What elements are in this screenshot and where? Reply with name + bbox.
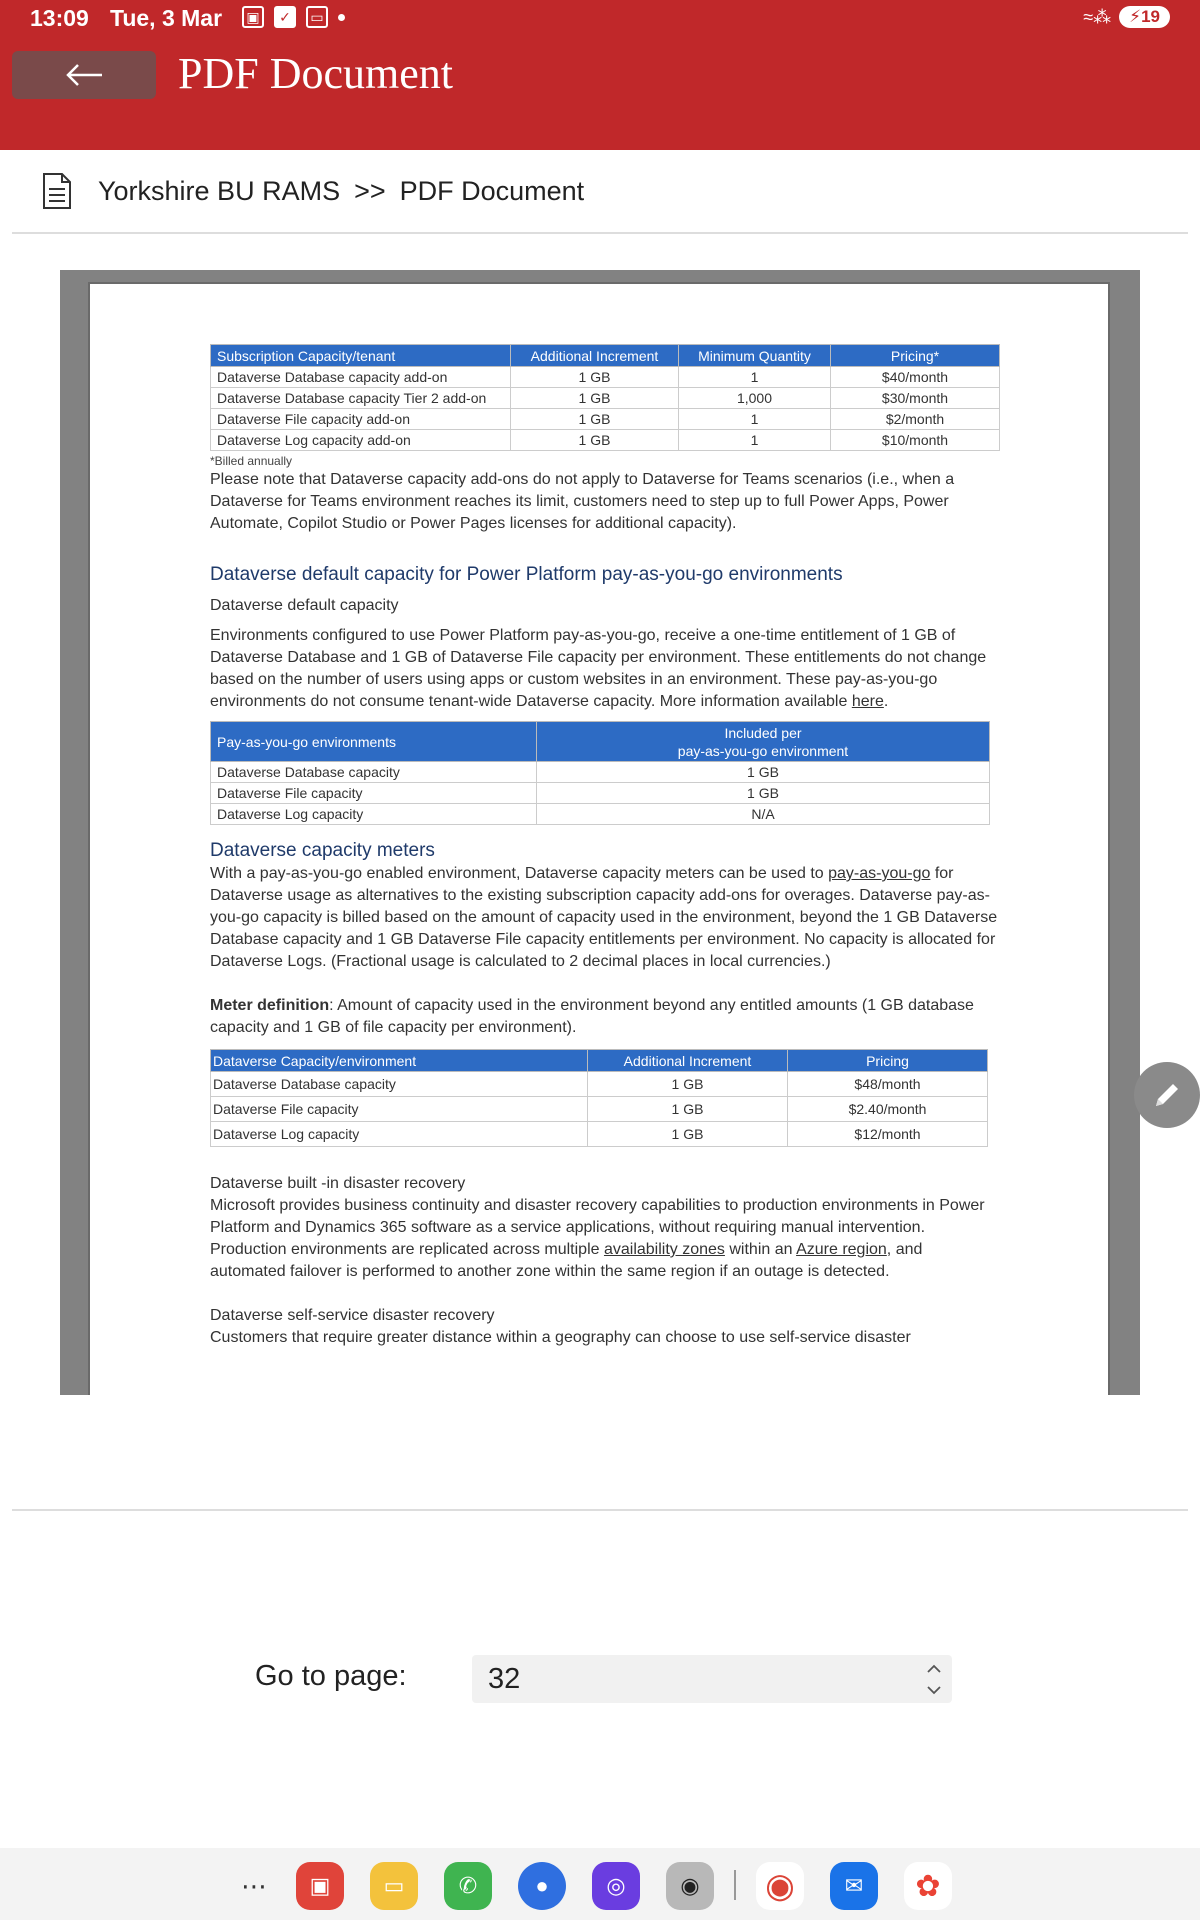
table-cell: 1 GB [588,1072,788,1097]
paragraph-text: within an [724,1241,797,1258]
breadcrumb-root[interactable]: Yorkshire BU RAMS [98,176,341,206]
section-heading: Dataverse capacity meters [210,840,435,861]
table-cell: Dataverse Log capacity [211,1122,588,1147]
table-cell: 1 [679,367,831,388]
table-cell: 1 GB [511,367,679,388]
app-drawer-icon[interactable]: ⋯ [241,1870,267,1901]
page-stepper[interactable] [925,1660,943,1700]
table-cell: 1 GB [588,1122,788,1147]
notification-icons [242,6,345,28]
divider [12,1509,1188,1511]
table-header: Additional Increment [588,1050,788,1072]
table-header: Minimum Quantity [679,345,831,367]
paragraph-text: : Amount of capacity used in the environment beyond any entitled amounts (1 GB database capacity and 1 GB of file capacity per environment). [210,997,974,1036]
table-cell: Dataverse Database capacity add-on [211,367,511,388]
notes-app-icon[interactable]: ▣ [296,1862,344,1910]
header-line: pay-as-you-go environment [677,742,849,759]
subscription-capacity-table [210,344,1000,451]
default-capacity-paragraph: Environments configured to use Power Platform pay-as-you-go, receive a one-time entitlement of 1 GB of Dataverse Database and 1 GB of Dataverse File capacity per environment. These entitlements do not change based on the number of users using apps or custom websites in an environment. These pay-as-you-go environments do not consume tenant-wide Dataverse capacity. More information available here. [210,627,987,710]
table-row [211,388,1000,409]
paragraph-text: With a pay-as-you-go enabled environment, Dataverse capacity meters can be used to [210,865,829,882]
table-cell: Dataverse Database capacity Tier 2 add-on [211,388,511,409]
breadcrumb [98,176,584,207]
outlook-app-icon[interactable]: ✉ [830,1862,878,1910]
files-app-icon[interactable]: ▭ [370,1862,418,1910]
table-header: Pricing [788,1050,988,1072]
meter-label: Meter definition [210,997,330,1014]
table-cell: $30/month [831,388,1000,409]
table-cell: 1 GB [537,762,990,783]
capacity-meters-paragraph [210,863,1000,973]
teams-note-paragraph: Please note that Dataverse capacity add-ons do not apply to Dataverse for Teams scenarios (i.e., when a Dataverse for Teams environment reaches its limit, customers need to step up to full Power Apps, Power Automate, Copilot Studio or Power Pages licenses for additional capacity). [210,471,955,532]
table-cell: $12/month [788,1122,988,1147]
table-cell: Dataverse File capacity [211,783,537,804]
pdf-page [88,282,1110,1395]
battery-indicator: ⚡19 [1119,6,1170,28]
table-cell: Dataverse Log capacity add-on [211,430,511,451]
capacity-environment-table [210,1049,988,1147]
table-cell: $10/month [831,430,1000,451]
table-header: Subscription Capacity/tenant [211,345,511,367]
chrome-app-icon[interactable]: ◉ [756,1862,804,1910]
more-notifications-icon [338,14,345,21]
table-cell: N/A [537,804,990,825]
table-row [211,409,1000,430]
table-cell: 1 GB [511,409,679,430]
table-cell: Dataverse Database capacity [211,762,537,783]
table-cell: 1 GB [537,783,990,804]
table-row [211,367,1000,388]
table-cell: 1,000 [679,388,831,409]
table-row [211,1072,988,1097]
screenshot-icon: ▣ [242,6,264,28]
pdf-viewer[interactable] [60,270,1140,1395]
status-bar [0,0,1200,36]
table-cell: 1 GB [588,1097,788,1122]
table-row [211,1097,988,1122]
table-row [211,804,990,825]
disaster-recovery-paragraph [210,1195,1000,1283]
table-cell: $40/month [831,367,1000,388]
table-cell: 1 [679,430,831,451]
edit-button[interactable] [1134,1062,1200,1128]
pdf-content [210,344,1000,1349]
subsection-heading: Dataverse self-service disaster recovery [210,1307,495,1324]
camera-app-icon[interactable]: ◉ [666,1862,714,1910]
table-cell: 1 GB [511,388,679,409]
goto-page-label: Go to page: [255,1660,407,1692]
subsection-heading: Dataverse built -in disaster recovery [210,1175,466,1192]
pencil-icon [1150,1078,1184,1112]
check-icon: ✓ [274,6,296,28]
table-row [211,762,990,783]
phone-app-icon[interactable]: ✆ [444,1862,492,1910]
table-row [211,1122,988,1147]
breadcrumb-separator: >> [354,176,386,206]
table-cell: Dataverse Log capacity [211,804,537,825]
paragraph-text: for Dataverse usage as alternatives to the existing subscription capacity add-ons for overages. Dataverse pay-as-you-go capacity is billed based on the amount of capacity used in the environment, beyond the 1 GB Dataverse Database capacity and 1 GB Dataverse File capacity entitlements per environment. No capacity is allocated for Dataverse Logs. (Fractional usage is calculated to 2 decimal places in local currencies.) [210,865,998,970]
table-row [211,430,1000,451]
section-heading: Dataverse default capacity for Power Platform pay-as-you-go environments [210,564,843,585]
pay-as-you-go-link[interactable]: pay-as-you-go [828,865,931,882]
table-cell: $48/month [788,1072,988,1097]
status-right [1083,6,1170,28]
dock-separator [734,1870,736,1900]
back-button[interactable] [12,51,156,99]
app-header [0,0,1200,150]
paragraph-text: Environments configured to use Power Platform pay-as-you-go, receive a one-time entitlement of 1 GB of Dataverse Database and 1 GB of Dataverse File capacity per environment. These entitlements do not change based on the number of users using apps or custom websites in an environment. These pay-as-you-go environments do not consume tenant-wide Dataverse capacity. More information available [210,627,987,710]
table-cell: $2.40/month [788,1097,988,1122]
breadcrumb-current: PDF Document [399,176,585,206]
table-cell: 1 GB [511,430,679,451]
header-line: Included per [724,724,802,741]
table-cell: Dataverse File capacity add-on [211,409,511,430]
availability-zones-link[interactable]: availability zones [603,1241,725,1258]
arrow-left-icon [64,62,104,88]
photos-app-icon[interactable]: ✿ [904,1862,952,1910]
self-service-paragraph: Customers that require greater distance within a geography can choose to use self-service disaster [210,1329,911,1346]
table-cell: Dataverse Database capacity [211,1072,588,1097]
status-time: 13:09 [30,5,89,31]
table-row [211,783,990,804]
divider [12,232,1188,234]
subsection-heading: Dataverse default capacity [210,597,399,614]
table-header: Additional Increment [511,345,679,367]
goto-page-input[interactable] [472,1655,952,1703]
table-cell: Dataverse File capacity [211,1097,588,1122]
azure-region-link[interactable]: Azure region [796,1241,887,1258]
browser-app-icon[interactable]: ◎ [592,1862,640,1910]
paragraph-text: Microsoft provides business continuity and disaster recovery capabilities to production environments in Power Platform and Dynamics 365 software as a service applications, without requiring manual intervention. Production environments are replicated across multiple [210,1197,985,1258]
messages-app-icon[interactable]: ● [518,1862,566,1910]
document-icon [42,172,72,210]
table-header: Pricing* [831,345,1000,367]
meter-definition-paragraph [210,995,1000,1039]
cast-icon: ▭ [306,6,328,28]
page-title: PDF Document [178,49,453,98]
table-header: Dataverse Capacity/environment [211,1050,588,1072]
billing-note: *Billed annually [210,454,293,468]
table-header [537,722,990,762]
table-cell: 1 [679,409,831,430]
here-link[interactable]: here [851,693,884,710]
battery-level: 19 [1141,7,1160,26]
paragraph-text: , and automated failover is performed to another zone within the same region if an outage is detected. [210,1241,923,1280]
table-header: Pay-as-you-go environments [211,722,537,762]
table-cell: $2/month [831,409,1000,430]
payg-environments-table [210,721,990,825]
wifi-signal-icon: ≈⁂ [1083,6,1112,27]
status-date: Tue, 3 Mar [110,5,223,31]
